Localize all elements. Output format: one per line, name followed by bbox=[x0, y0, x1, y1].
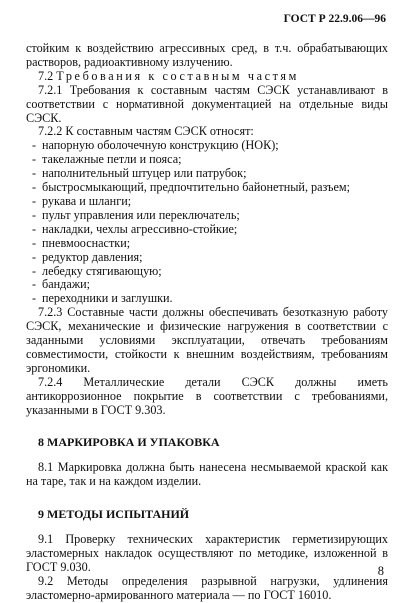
paragraph-7-2-1: 7.2.1 Требования к составным частям СЭСК устанавливают в соответствии с нормативной документацией на отдельные виды СЭСК. bbox=[26, 82, 388, 125]
list-item: - рукава и шланги; bbox=[32, 193, 132, 208]
list-item: - напорную оболочечную конструкцию (НОК); bbox=[32, 138, 279, 153]
paragraph-7-2-4: 7.2.4 Металлические детали СЭСК должны иметь антикоррозионное покрытие в соответствии с требованиями, указанными в ГОСТ 9.303. bbox=[26, 374, 388, 417]
components-list bbox=[26, 139, 388, 306]
list-item: - быстросмыкающий, предпочтительно байонетный, разъем; bbox=[32, 180, 350, 195]
list-item: - пневмооснастки; bbox=[32, 235, 131, 250]
list-item: - такелажные петли и пояса; bbox=[32, 152, 182, 167]
section-7-2-number: 7.2 bbox=[38, 68, 57, 83]
list-item: - лебедку стягивающую; bbox=[32, 263, 162, 278]
paragraph-7-2-3: 7.2.3 Составные части должны обеспечивать безотказную работу СЭСК, механические и физические нагружения в соответствии с заданными условиями эксплуатации, отвечать требованиям совместимости, стойкости к внешним воздействиям, требованиям эргономики. bbox=[26, 305, 388, 375]
section-9-heading: 9 МЕТОДЫ ИСПЫТАНИЙ bbox=[38, 507, 190, 522]
paragraph-9-2: 9.2 Методы определения разрывной нагрузки, удлинения эластомерно-армированного материала — по ГОСТ 16010. bbox=[26, 573, 388, 602]
list-item: - редуктор давления; bbox=[32, 249, 143, 264]
paragraph-7-2-2: 7.2.2 К составным частям СЭСК относят: bbox=[38, 124, 254, 139]
list-item: - пульт управления или переключатель; bbox=[32, 207, 240, 222]
document-designation: ГОСТ Р 22.9.06—96 bbox=[283, 13, 386, 25]
list-item: - накладки, чехлы агрессивно-стойкие; bbox=[32, 221, 238, 236]
list-item: - наполнительный штуцер или патрубок; bbox=[32, 166, 247, 181]
paragraph-intro: стойким к воздействию агрессивных сред, в т.ч. обрабатывающих растворов, радиоактивному излучению. bbox=[26, 41, 388, 69]
paragraph-8-1: 8.1 Маркировка должна быть нанесена несмываемой краской как на таре, так и на каждом изделии. bbox=[26, 460, 388, 489]
list-item: - бандажи; bbox=[32, 277, 91, 292]
section-8-heading: 8 МАРКИРОВКА И УПАКОВКА bbox=[38, 435, 220, 450]
section-7-2-title: Требования к составным частям bbox=[56, 68, 299, 83]
list-item: - переходники и заглушки. bbox=[32, 291, 173, 306]
body-text bbox=[26, 42, 388, 603]
page-number: 8 bbox=[377, 564, 384, 578]
paragraph-9-1: 9.1 Проверку технических характеристик герметизирующих эластомерных накладок осуществляют по методике, изложенной в ГОСТ 9.030. bbox=[26, 532, 388, 574]
section-7-2-heading bbox=[26, 70, 388, 84]
